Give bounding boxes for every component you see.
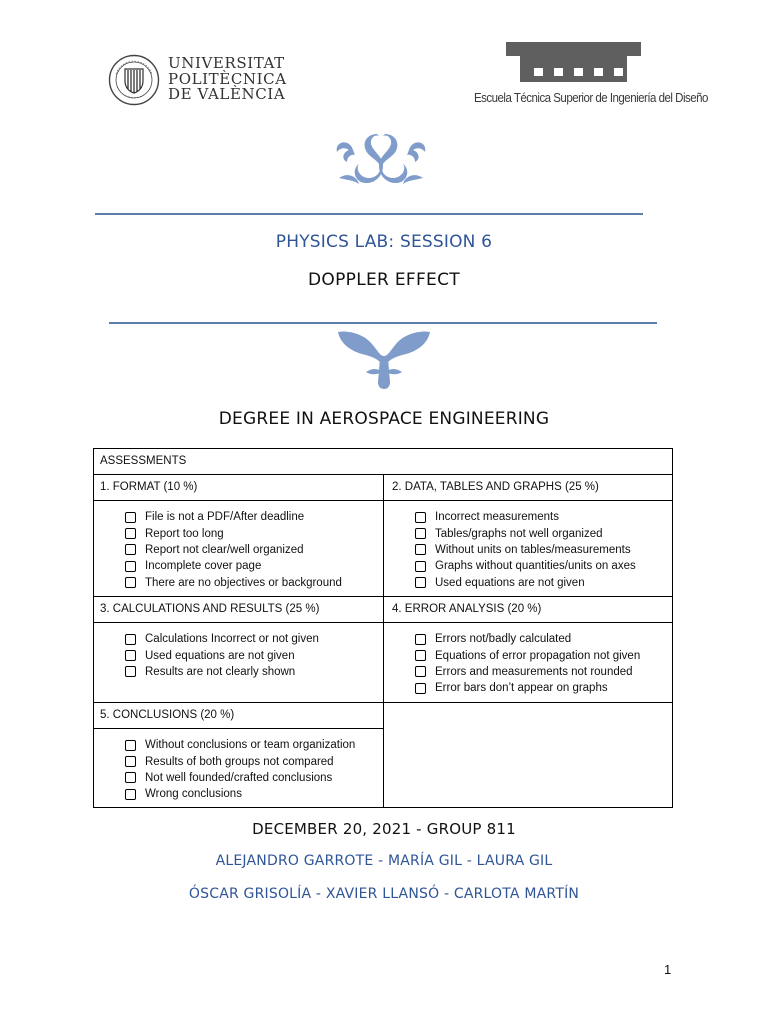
assessment-table	[93, 448, 673, 808]
university-name	[168, 56, 287, 103]
checklist-item-label: Tables/graphs not well organized	[435, 527, 603, 540]
checkbox[interactable]	[125, 772, 136, 783]
checkbox[interactable]	[125, 666, 136, 677]
fleur-ornament-icon	[336, 328, 432, 390]
checkbox[interactable]	[125, 789, 136, 800]
data-checklist	[415, 509, 636, 591]
checklist-item[interactable]	[415, 525, 636, 541]
checkbox[interactable]	[415, 634, 426, 645]
checklist-item[interactable]	[415, 680, 640, 696]
checklist-item-label: Calculations Incorrect or not given	[145, 633, 319, 646]
checklist-item-label: Used equations are not given	[435, 576, 585, 589]
checklist-item[interactable]	[415, 542, 636, 558]
checkbox[interactable]	[125, 650, 136, 661]
checkbox[interactable]	[415, 512, 426, 523]
section-heading-conclusions: 5. CONCLUSIONS (20 %)	[100, 709, 235, 721]
checklist-item-label: Report not clear/well organized	[145, 543, 304, 556]
checklist-item[interactable]	[125, 647, 319, 663]
checklist-item[interactable]	[415, 575, 636, 591]
table-column-divider	[383, 474, 384, 807]
checklist-item-label: Not well founded/crafted conclusions	[145, 771, 333, 784]
authors-line-2: ÓSCAR GRISOLÍA - XAVIER LLANSÓ - CARLOTA MARTÍN	[188, 886, 580, 902]
page-number: 1	[664, 962, 672, 977]
checkbox[interactable]	[125, 634, 136, 645]
university-name-line-2: POLITÈCNICA	[168, 69, 287, 88]
degree-title: DEGREE IN AEROSPACE ENGINEERING	[218, 409, 550, 429]
checklist-item-label: Results are not clearly shown	[145, 665, 296, 678]
session-title: PHYSICS LAB: SESSION 6	[275, 232, 493, 252]
checkbox[interactable]	[125, 544, 136, 555]
university-name-line-3: DE VALÈNCIA	[168, 85, 286, 103]
upv-logo	[108, 54, 287, 106]
format-checklist	[125, 509, 342, 591]
school-name: Escuela Técnica Superior de Ingeniería del Diseño	[474, 91, 708, 105]
checklist-item[interactable]	[125, 631, 319, 647]
checklist-item[interactable]	[125, 786, 355, 802]
document-title: DOPPLER EFFECT	[308, 270, 460, 290]
checklist-item[interactable]	[415, 664, 640, 680]
checklist-item-label: Graphs without quantities/units on axes	[435, 560, 636, 573]
floral-ornament-icon	[325, 126, 437, 192]
checklist-item[interactable]	[125, 575, 342, 591]
checkbox[interactable]	[415, 683, 426, 694]
checklist-item-label: There are no objectives or background	[145, 576, 342, 589]
checklist-item-label: Report too long	[145, 527, 224, 540]
date-and-group: DECEMBER 20, 2021 - GROUP 811	[252, 820, 516, 838]
checklist-item-label: Wrong conclusions	[145, 788, 242, 801]
checklist-item[interactable]	[415, 631, 640, 647]
checklist-item[interactable]	[125, 753, 355, 769]
checklist-item-label: Error bars don’t appear on graphs	[435, 682, 608, 695]
section-heading-format: 1. FORMAT (10 %)	[100, 481, 198, 493]
checklist-item-label: Results of both groups not compared	[145, 755, 334, 768]
checklist-item[interactable]	[125, 525, 342, 541]
calculations-checklist	[125, 631, 319, 680]
checklist-item[interactable]	[125, 558, 342, 574]
checklist-item[interactable]	[125, 664, 319, 680]
checkbox[interactable]	[125, 577, 136, 588]
checklist-item-label: Equations of error propagation not given	[435, 649, 641, 662]
checkbox[interactable]	[415, 577, 426, 588]
section-heading-error-analysis: 4. ERROR ANALYSIS (20 %)	[392, 603, 542, 615]
checkbox[interactable]	[125, 756, 136, 767]
university-seal-icon	[108, 54, 160, 106]
checkbox[interactable]	[415, 561, 426, 572]
checklist-item-label: Incorrect measurements	[435, 511, 559, 524]
checklist-item[interactable]	[125, 770, 355, 786]
section-heading-data: 2. DATA, TABLES AND GRAPHS (25 %)	[392, 481, 599, 493]
checklist-item[interactable]	[415, 509, 636, 525]
checklist-item-label: Used equations are not given	[145, 649, 295, 662]
checkbox[interactable]	[415, 666, 426, 677]
checklist-item-label: Without units on tables/measurements	[435, 543, 631, 556]
checklist-item[interactable]	[125, 737, 355, 753]
authors-line-1: ALEJANDRO GARROTE - MARÍA GIL - LAURA GIL	[215, 853, 553, 869]
checklist-item[interactable]	[125, 542, 342, 558]
checkbox[interactable]	[125, 740, 136, 751]
section-heading-calculations: 3. CALCULATIONS AND RESULTS (25 %)	[100, 603, 320, 615]
table-divider	[94, 728, 383, 729]
checklist-item[interactable]	[415, 647, 640, 663]
error-analysis-checklist	[415, 631, 640, 697]
checklist-item-label: File is not a PDF/After deadline	[145, 511, 305, 524]
checkbox[interactable]	[415, 528, 426, 539]
checklist-item-label: Without conclusions or team organization	[145, 739, 356, 752]
checklist-item-label: Incomplete cover page	[145, 560, 262, 573]
checklist-item[interactable]	[125, 509, 342, 525]
school-logo	[472, 42, 708, 112]
university-name-line-1: UNIVERSITAT	[168, 54, 285, 72]
checkbox[interactable]	[415, 650, 426, 661]
checkbox[interactable]	[125, 528, 136, 539]
checkbox[interactable]	[125, 512, 136, 523]
checklist-item-label: Errors not/badly calculated	[435, 633, 572, 646]
conclusions-checklist	[125, 737, 355, 803]
school-mark-icon	[506, 42, 641, 82]
bottom-divider	[109, 322, 657, 324]
checklist-item[interactable]	[415, 558, 636, 574]
checklist-item-label: Errors and measurements not rounded	[435, 665, 633, 678]
checkbox[interactable]	[415, 544, 426, 555]
assessment-title: ASSESSMENTS	[100, 455, 187, 467]
top-divider	[95, 213, 643, 215]
checkbox[interactable]	[125, 561, 136, 572]
